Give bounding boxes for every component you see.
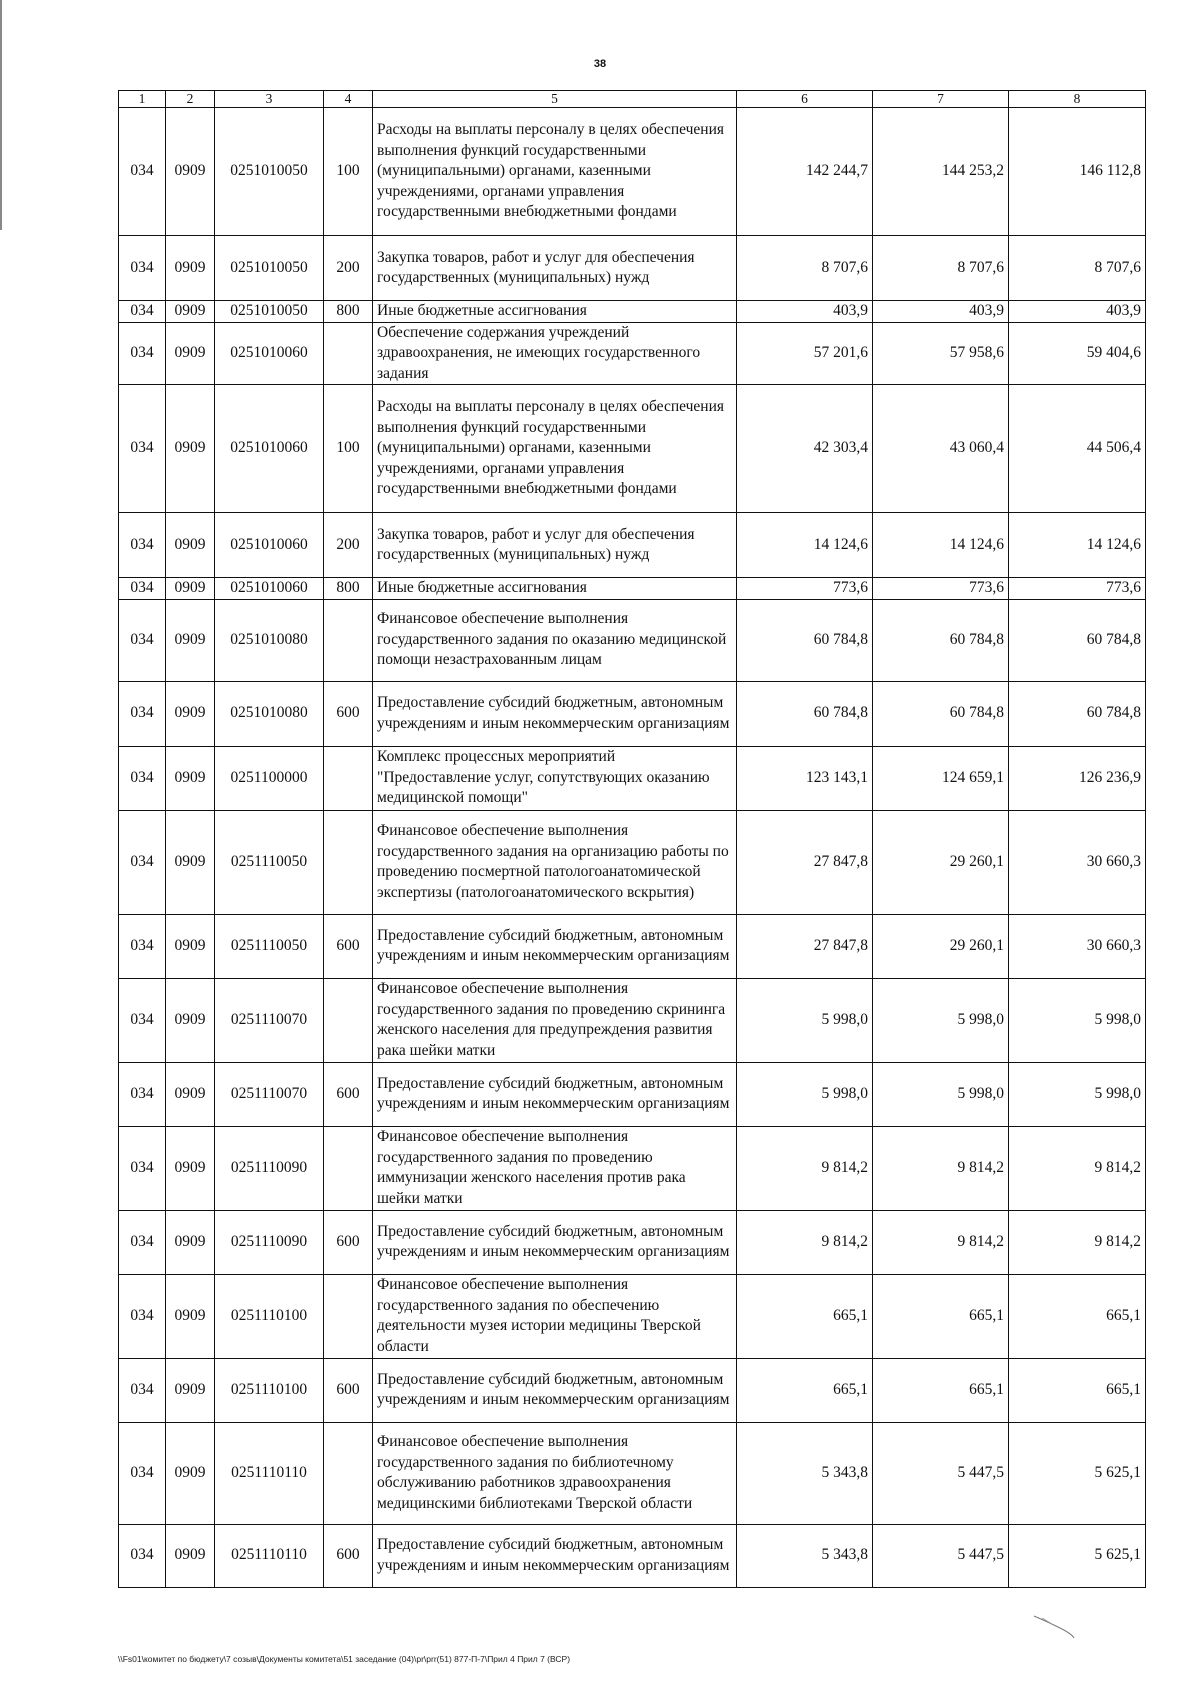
cell-expense-type	[324, 810, 373, 914]
cell-target-article: 0251110050	[215, 914, 324, 978]
cell-section-code: 0909	[166, 578, 215, 600]
cell-section-code: 0909	[166, 1274, 215, 1358]
table-row	[119, 978, 1146, 1062]
cell-value-col6: 27 847,8	[737, 810, 873, 914]
cell-value-col6: 42 303,4	[737, 385, 873, 513]
cell-target-article: 0251110110	[215, 1422, 324, 1524]
cell-target-article: 0251110100	[215, 1358, 324, 1422]
cell-value-col8: 14 124,6	[1009, 513, 1146, 578]
cell-value-col6: 142 244,7	[737, 108, 873, 236]
cell-value-col6: 403,9	[737, 301, 873, 323]
cell-expense-type: 600	[324, 1358, 373, 1422]
cell-description: Комплекс процессных мероприятий "Предоставление услуг, сопутствующих оказанию медицинской помощи"	[373, 746, 737, 810]
cell-admin-code: 034	[119, 1358, 166, 1422]
cell-description: Предоставление субсидий бюджетным, автономным учреждениям и иным некоммерческим организациям	[373, 1062, 737, 1126]
table-row	[119, 681, 1146, 746]
cell-value-col8: 5 625,1	[1009, 1422, 1146, 1524]
cell-section-code: 0909	[166, 746, 215, 810]
cell-value-col7: 60 784,8	[873, 599, 1009, 681]
table-row	[119, 1126, 1146, 1210]
cell-expense-type: 100	[324, 385, 373, 513]
cell-description: Финансовое обеспечение выполнения государственного задания по проведению иммунизации женского населения против рака шейки матки	[373, 1126, 737, 1210]
cell-description: Предоставление субсидий бюджетным, автономным учреждениям и иным некоммерческим организациям	[373, 914, 737, 978]
cell-value-col6: 665,1	[737, 1358, 873, 1422]
cell-value-col7: 8 707,6	[873, 236, 1009, 301]
cell-value-col6: 8 707,6	[737, 236, 873, 301]
cell-target-article: 0251110090	[215, 1126, 324, 1210]
cell-value-col6: 5 343,8	[737, 1422, 873, 1524]
cell-expense-type: 600	[324, 1210, 373, 1274]
cell-section-code: 0909	[166, 810, 215, 914]
column-header-5: 5	[373, 91, 737, 108]
cell-description: Иные бюджетные ассигнования	[373, 578, 737, 600]
cell-value-col7: 5 998,0	[873, 978, 1009, 1062]
table-row	[119, 746, 1146, 810]
cell-expense-type	[324, 322, 373, 385]
cell-description: Предоставление субсидий бюджетным, автономным учреждениям и иным некоммерческим организациям	[373, 1358, 737, 1422]
cell-target-article: 0251110110	[215, 1524, 324, 1587]
cell-expense-type	[324, 1274, 373, 1358]
cell-admin-code: 034	[119, 914, 166, 978]
cell-value-col7: 144 253,2	[873, 108, 1009, 236]
cell-value-col7: 124 659,1	[873, 746, 1009, 810]
cell-expense-type: 600	[324, 1524, 373, 1587]
table-row	[119, 108, 1146, 236]
column-header-8: 8	[1009, 91, 1146, 108]
table-body	[119, 108, 1146, 1588]
cell-expense-type	[324, 599, 373, 681]
cell-target-article: 0251110090	[215, 1210, 324, 1274]
cell-value-col8: 665,1	[1009, 1358, 1146, 1422]
cell-value-col7: 665,1	[873, 1358, 1009, 1422]
cell-section-code: 0909	[166, 978, 215, 1062]
cell-admin-code: 034	[119, 513, 166, 578]
cell-target-article: 0251100000	[215, 746, 324, 810]
table-row	[119, 578, 1146, 600]
cell-description: Финансовое обеспечение выполнения государственного задания на организацию работы по проведению посмертной патологоанатомической экспертизы (патологоанатомического вскрытия)	[373, 810, 737, 914]
cell-value-col8: 9 814,2	[1009, 1126, 1146, 1210]
cell-value-col8: 5 625,1	[1009, 1524, 1146, 1587]
cell-value-col6: 27 847,8	[737, 914, 873, 978]
cell-expense-type	[324, 978, 373, 1062]
page-number: 38	[593, 58, 607, 70]
cell-section-code: 0909	[166, 1126, 215, 1210]
cell-admin-code: 034	[119, 301, 166, 323]
cell-value-col7: 60 784,8	[873, 681, 1009, 746]
cell-description: Закупка товаров, работ и услуг для обеспечения государственных (муниципальных) нужд	[373, 513, 737, 578]
cell-description: Предоставление субсидий бюджетным, автономным учреждениям и иным некоммерческим организациям	[373, 1210, 737, 1274]
cell-admin-code: 034	[119, 1524, 166, 1587]
table-row	[119, 301, 1146, 323]
cell-value-col7: 5 447,5	[873, 1524, 1009, 1587]
cell-value-col6: 5 343,8	[737, 1524, 873, 1587]
scan-scribble-mark	[1030, 1612, 1090, 1642]
cell-section-code: 0909	[166, 1210, 215, 1274]
cell-value-col8: 44 506,4	[1009, 385, 1146, 513]
cell-value-col8: 30 660,3	[1009, 914, 1146, 978]
cell-target-article: 0251010050	[215, 108, 324, 236]
cell-value-col8: 403,9	[1009, 301, 1146, 323]
cell-section-code: 0909	[166, 1422, 215, 1524]
cell-section-code: 0909	[166, 914, 215, 978]
cell-value-col6: 123 143,1	[737, 746, 873, 810]
cell-value-col7: 403,9	[873, 301, 1009, 323]
cell-description: Закупка товаров, работ и услуг для обеспечения государственных (муниципальных) нужд	[373, 236, 737, 301]
cell-target-article: 0251010080	[215, 599, 324, 681]
cell-section-code: 0909	[166, 385, 215, 513]
cell-target-article: 0251010060	[215, 513, 324, 578]
table-row	[119, 810, 1146, 914]
cell-section-code: 0909	[166, 322, 215, 385]
cell-admin-code: 034	[119, 810, 166, 914]
scan-edge-mark	[0, 0, 2, 230]
cell-expense-type: 200	[324, 513, 373, 578]
cell-admin-code: 034	[119, 1422, 166, 1524]
cell-value-col7: 57 958,6	[873, 322, 1009, 385]
table-row	[119, 1358, 1146, 1422]
budget-table	[118, 90, 1146, 1588]
cell-admin-code: 034	[119, 1062, 166, 1126]
cell-target-article: 0251010050	[215, 236, 324, 301]
cell-value-col6: 665,1	[737, 1274, 873, 1358]
cell-description: Обеспечение содержания учреждений здравоохранения, не имеющих государственного задания	[373, 322, 737, 385]
table-row	[119, 236, 1146, 301]
cell-expense-type: 800	[324, 301, 373, 323]
cell-value-col7: 5 998,0	[873, 1062, 1009, 1126]
table-row	[119, 1524, 1146, 1587]
cell-expense-type: 800	[324, 578, 373, 600]
cell-value-col8: 8 707,6	[1009, 236, 1146, 301]
cell-admin-code: 034	[119, 746, 166, 810]
cell-expense-type	[324, 1126, 373, 1210]
cell-value-col7: 773,6	[873, 578, 1009, 600]
cell-target-article: 0251010060	[215, 322, 324, 385]
cell-value-col8: 5 998,0	[1009, 1062, 1146, 1126]
table-row	[119, 1274, 1146, 1358]
cell-value-col6: 773,6	[737, 578, 873, 600]
cell-value-col7: 43 060,4	[873, 385, 1009, 513]
cell-value-col7: 665,1	[873, 1274, 1009, 1358]
cell-expense-type: 200	[324, 236, 373, 301]
cell-description: Финансовое обеспечение выполнения государственного задания по оказанию медицинской помощи незастрахованным лицам	[373, 599, 737, 681]
cell-value-col6: 14 124,6	[737, 513, 873, 578]
cell-value-col6: 9 814,2	[737, 1210, 873, 1274]
cell-target-article: 0251010060	[215, 385, 324, 513]
cell-value-col6: 5 998,0	[737, 978, 873, 1062]
cell-value-col8: 5 998,0	[1009, 978, 1146, 1062]
cell-description: Предоставление субсидий бюджетным, автономным учреждениям и иным некоммерческим организациям	[373, 681, 737, 746]
table-row	[119, 1062, 1146, 1126]
cell-value-col7: 9 814,2	[873, 1210, 1009, 1274]
cell-section-code: 0909	[166, 1062, 215, 1126]
cell-expense-type: 600	[324, 681, 373, 746]
cell-value-col8: 30 660,3	[1009, 810, 1146, 914]
cell-admin-code: 034	[119, 322, 166, 385]
cell-value-col7: 29 260,1	[873, 810, 1009, 914]
cell-description: Финансовое обеспечение выполнения государственного задания по обеспечению деятельности музея истории медицины Тверской области	[373, 1274, 737, 1358]
cell-value-col7: 14 124,6	[873, 513, 1009, 578]
cell-admin-code: 034	[119, 599, 166, 681]
cell-admin-code: 034	[119, 978, 166, 1062]
table-row	[119, 513, 1146, 578]
cell-expense-type: 600	[324, 914, 373, 978]
cell-target-article: 0251010050	[215, 301, 324, 323]
cell-description: Иные бюджетные ассигнования	[373, 301, 737, 323]
cell-value-col7: 9 814,2	[873, 1126, 1009, 1210]
cell-value-col6: 9 814,2	[737, 1126, 873, 1210]
cell-target-article: 0251010060	[215, 578, 324, 600]
table-header-row	[119, 91, 1146, 108]
cell-expense-type	[324, 1422, 373, 1524]
cell-target-article: 0251110070	[215, 978, 324, 1062]
table-row	[119, 599, 1146, 681]
cell-value-col6: 60 784,8	[737, 681, 873, 746]
column-header-2: 2	[166, 91, 215, 108]
cell-admin-code: 034	[119, 578, 166, 600]
cell-value-col6: 5 998,0	[737, 1062, 873, 1126]
cell-value-col8: 60 784,8	[1009, 599, 1146, 681]
cell-section-code: 0909	[166, 236, 215, 301]
column-header-6: 6	[737, 91, 873, 108]
cell-section-code: 0909	[166, 1358, 215, 1422]
column-header-7: 7	[873, 91, 1009, 108]
cell-description: Расходы на выплаты персоналу в целях обеспечения выполнения функций государственными (муниципальными) органами, казенными учреждениями, органами управления государственными внебюджетными фондами	[373, 385, 737, 513]
cell-section-code: 0909	[166, 301, 215, 323]
cell-value-col8: 665,1	[1009, 1274, 1146, 1358]
cell-description: Расходы на выплаты персоналу в целях обеспечения выполнения функций государственными (муниципальными) органами, казенными учреждениями, органами управления государственными внебюджетными фондами	[373, 108, 737, 236]
cell-admin-code: 034	[119, 1210, 166, 1274]
table-row	[119, 1422, 1146, 1524]
cell-value-col7: 29 260,1	[873, 914, 1009, 978]
cell-value-col6: 57 201,6	[737, 322, 873, 385]
cell-target-article: 0251110070	[215, 1062, 324, 1126]
cell-admin-code: 034	[119, 1274, 166, 1358]
cell-description: Финансовое обеспечение выполнения государственного задания по библиотечному обслуживанию работников здравоохранения медицинскими библиотеками Тверской области	[373, 1422, 737, 1524]
cell-target-article: 0251110050	[215, 810, 324, 914]
cell-value-col8: 773,6	[1009, 578, 1146, 600]
table-row	[119, 322, 1146, 385]
cell-admin-code: 034	[119, 681, 166, 746]
table-row	[119, 914, 1146, 978]
cell-value-col8: 126 236,9	[1009, 746, 1146, 810]
cell-target-article: 0251010080	[215, 681, 324, 746]
cell-section-code: 0909	[166, 513, 215, 578]
cell-target-article: 0251110100	[215, 1274, 324, 1358]
table-row	[119, 385, 1146, 513]
column-header-4: 4	[324, 91, 373, 108]
cell-admin-code: 034	[119, 1126, 166, 1210]
cell-value-col8: 59 404,6	[1009, 322, 1146, 385]
cell-value-col6: 60 784,8	[737, 599, 873, 681]
cell-value-col7: 5 447,5	[873, 1422, 1009, 1524]
column-header-3: 3	[215, 91, 324, 108]
cell-admin-code: 034	[119, 385, 166, 513]
cell-admin-code: 034	[119, 236, 166, 301]
cell-description: Предоставление субсидий бюджетным, автономным учреждениям и иным некоммерческим организациям	[373, 1524, 737, 1587]
cell-expense-type	[324, 746, 373, 810]
cell-admin-code: 034	[119, 108, 166, 236]
cell-value-col8: 60 784,8	[1009, 681, 1146, 746]
cell-description: Финансовое обеспечение выполнения государственного задания по проведению скрининга женского населения для предупреждения развития рака шейки матки	[373, 978, 737, 1062]
cell-value-col8: 9 814,2	[1009, 1210, 1146, 1274]
cell-value-col8: 146 112,8	[1009, 108, 1146, 236]
footer-file-path: \\Fs01\комитет по бюджету\7 созыв\Документы комитета\51 заседание (04)\pr\prr(51) 877-П-7\Прил 4 Прил 7 (ВСР)	[118, 1654, 571, 1664]
column-header-1: 1	[119, 91, 166, 108]
cell-section-code: 0909	[166, 1524, 215, 1587]
cell-expense-type: 100	[324, 108, 373, 236]
table-row	[119, 1210, 1146, 1274]
cell-section-code: 0909	[166, 599, 215, 681]
cell-section-code: 0909	[166, 681, 215, 746]
cell-expense-type: 600	[324, 1062, 373, 1126]
cell-section-code: 0909	[166, 108, 215, 236]
